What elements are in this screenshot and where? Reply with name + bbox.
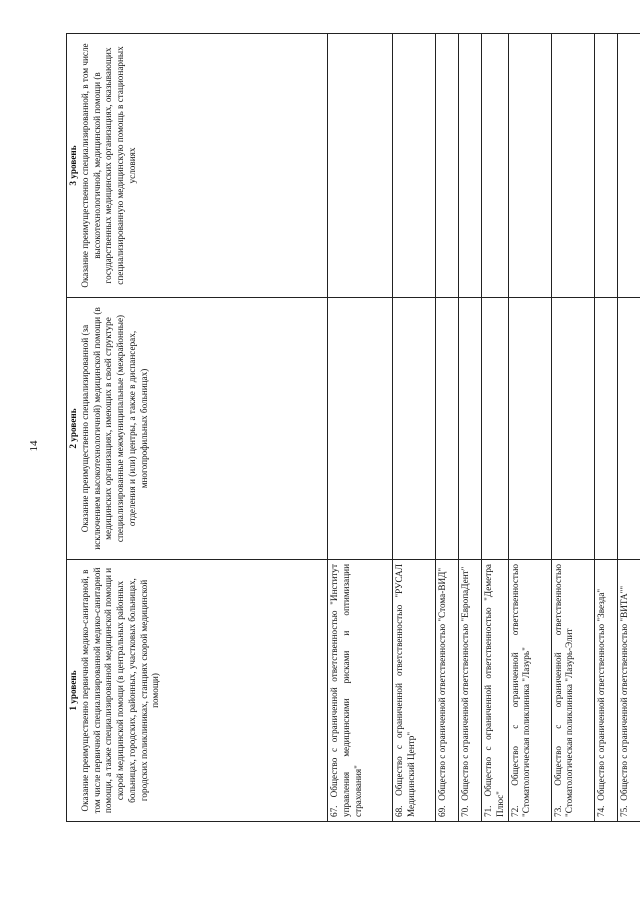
- organization-name: Общество с ограниченной ответственностью "Стоматологическая поликлиника "Лазурь-Элит: [552, 564, 575, 817]
- organization-cell: [436, 560, 459, 822]
- organization-cell: [508, 560, 551, 822]
- header-level-2: [67, 298, 328, 560]
- table-row: [617, 34, 640, 822]
- levels-table: [66, 33, 640, 822]
- organization-name: Общество с ограниченной ответственностью "Стома-ВИД": [437, 567, 447, 801]
- row-number: 71.: [483, 805, 493, 817]
- table-row: [393, 34, 436, 822]
- organization-cell: [393, 560, 436, 822]
- organization-name: Общество с ограниченной ответственностью "Стоматологическая поликлиника "Лазурь": [509, 564, 532, 817]
- row-number: 69.: [437, 805, 447, 817]
- table-row: [328, 34, 393, 822]
- row-number: 68.: [394, 805, 404, 817]
- organization-cell: [328, 560, 393, 822]
- table-row: [594, 34, 617, 822]
- level-2-cell: [508, 298, 551, 560]
- header-level-1: [67, 560, 328, 822]
- table-row: [551, 34, 594, 822]
- organization-cell: [594, 560, 617, 822]
- level-2-cell: [393, 298, 436, 560]
- organization-name: Общество с ограниченной ответственностью "Деметра Плюс": [483, 563, 505, 817]
- table-row: [482, 34, 509, 822]
- organization-cell: [482, 560, 509, 822]
- level-3-cell: [594, 34, 617, 298]
- row-number: 67.: [329, 805, 339, 817]
- organization-name: Общество с ограниченной ответственностью "Институт управления медицинскими рисками и оптимизации страхования": [329, 564, 363, 817]
- header-row: [67, 34, 328, 822]
- level-2-cell: [551, 298, 594, 560]
- header-level-3: [67, 34, 328, 298]
- organization-name: Общество с ограниченной ответственностью "ЕвропаДент": [460, 566, 470, 801]
- level-3-cell: [393, 34, 436, 298]
- level-3-cell: [617, 34, 640, 298]
- table-row: [508, 34, 551, 822]
- level-2-cell: [459, 298, 482, 560]
- level-1-title: 1 уровень: [68, 670, 78, 711]
- row-number: 70.: [460, 805, 470, 817]
- level-3-cell: [459, 34, 482, 298]
- organization-name: Общество с ограниченной ответственностью "Звезда": [595, 588, 606, 801]
- level-3-cell: [508, 34, 551, 298]
- row-number: 75.: [618, 805, 629, 817]
- level-1-description: Оказание преимущественно первичной медико-санитарной, в том числе первичной специализированной медико-санитарной помощи, а также специализированной медицинской помощи и скорой медицинской помощи (в центральных районных больницах, городских, районных, участковых больницах, городских поликлиниках, станциях скорой медицинской помощи): [79, 567, 161, 814]
- row-number: 72.: [509, 805, 520, 817]
- table-row: [436, 34, 459, 822]
- level-3-cell: [436, 34, 459, 298]
- organization-cell: [551, 560, 594, 822]
- page-number: 14: [28, 440, 40, 452]
- table-row: [459, 34, 482, 822]
- level-3-cell: [328, 34, 393, 298]
- organization-name: Общество с ограниченной ответственностью "ВИТА"": [618, 585, 629, 801]
- level-3-title: 3 уровень: [68, 145, 78, 186]
- level-2-cell: [617, 298, 640, 560]
- organization-cell: [617, 560, 640, 822]
- level-2-cell: [594, 298, 617, 560]
- rotated-table-wrapper: [66, 34, 629, 822]
- organization-cell: [459, 560, 482, 822]
- level-3-cell: [482, 34, 509, 298]
- level-3-cell: [551, 34, 594, 298]
- level-2-title: 2 уровень: [68, 408, 78, 449]
- level-3-description: Оказание преимущественно специализированной, в том числе высокотехнологичной, медицинской помощи (в государственных медицинских организациях, оказывающих специализированную медицинскую помощь в стационарных условиях: [79, 43, 137, 288]
- row-number: 74.: [595, 805, 606, 817]
- level-2-description: Оказание преимущественно специализированной (за исключением высокотехнологичной) медицинской помощи (в медицинских организациях, имеющих в своей структуре специализированные межмуниципальные (межрайонные) отделения и (или) центры, а также в диспансерах, многопрофильных больницах): [79, 307, 149, 550]
- level-2-cell: [328, 298, 393, 560]
- organization-name: Общество с ограниченной ответственностью "РУСАЛ Медицинский Центр": [394, 563, 416, 817]
- level-2-cell: [482, 298, 509, 560]
- row-number: 73.: [552, 805, 563, 817]
- level-2-cell: [436, 298, 459, 560]
